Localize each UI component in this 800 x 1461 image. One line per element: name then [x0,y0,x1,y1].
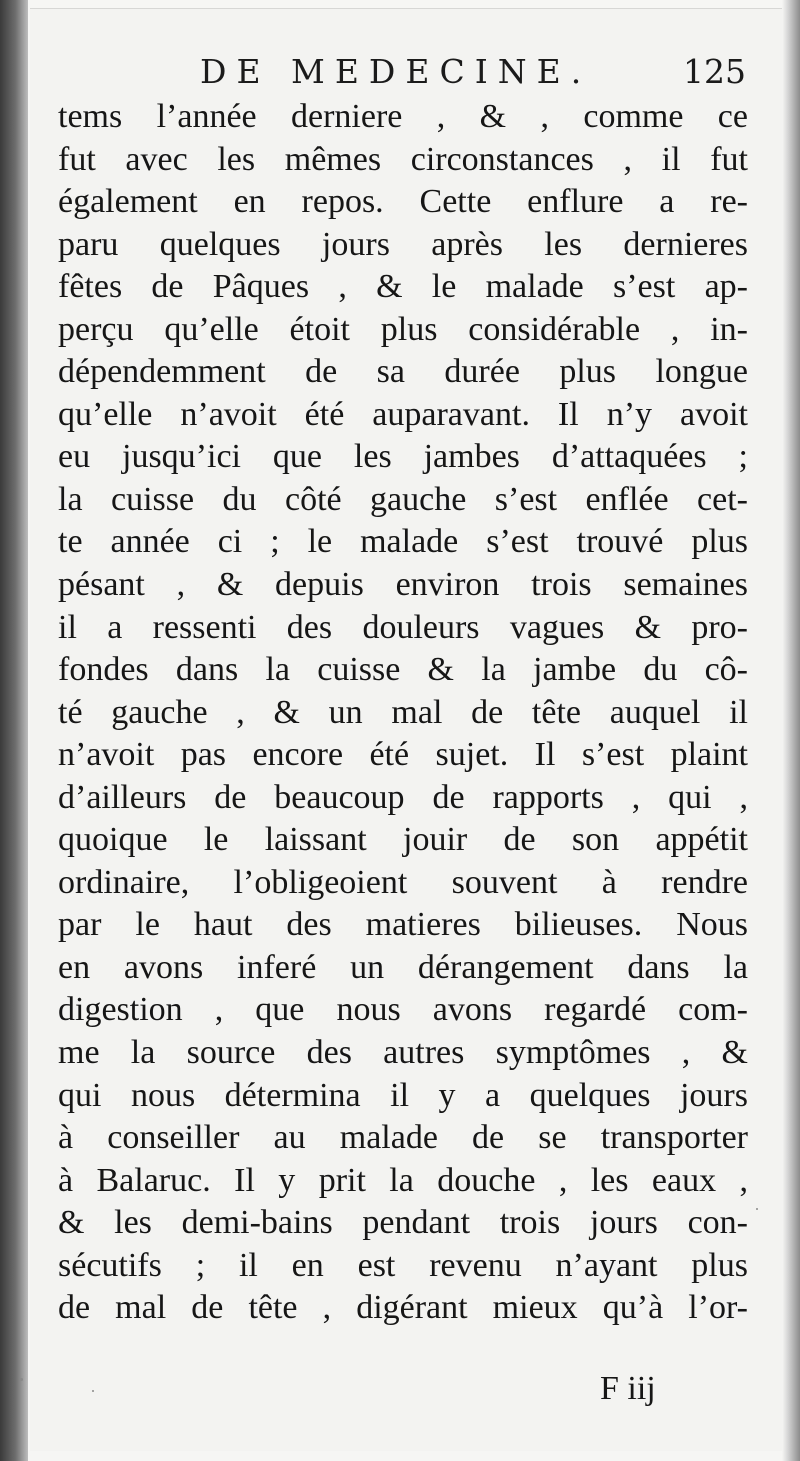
text-line: par le haut des matieres bilieuses. Nous [58,906,748,944]
book-gutter-shadow [0,0,28,1461]
text-line: fut avec les mêmes circonstances , il fut [58,140,748,178]
text-line: n’avoit pas encore été sujet. Il s’est plaint [58,736,748,774]
text-line: fêtes de Pâques , & le malade s’est ap- [58,268,748,306]
text-line: dépendemment de sa durée plus longue [58,353,748,391]
text-line: en avons inferé un dérangement dans la [58,948,748,986]
text-line: paru quelques jours après les dernieres [58,225,748,263]
text-line: me la source des autres symptômes , & [58,1034,748,1072]
text-line: à conseiller au malade de se transporter [58,1119,748,1157]
text-line: tems l’année derniere , & , comme ce [58,98,748,135]
ink-speck [92,1390,94,1392]
page-edge-shadow [782,0,800,1461]
text-line: qui nous détermina il y a quelques jours [58,1076,748,1114]
running-title: DE MEDECINE. [200,52,592,91]
text-line: pésant , & depuis environ trois semaines [58,566,748,604]
text-line: à Balaruc. Il y prit la douche , les eaux , [58,1161,748,1199]
text-line: & les demi-bains pendant trois jours con- [58,1204,748,1242]
ink-speck [756,1208,758,1210]
text-line: quoique le laissant jouir de son appétit [58,821,748,859]
text-line: eu jusqu’ici que les jambes d’attaquées ; [58,438,748,476]
page-number: 125 [683,52,746,91]
text-line: également en repos. Cette enflure a re- [58,183,748,221]
text-line: la cuisse du côté gauche s’est enflée cet- [58,480,748,518]
text-line: de mal de tête , digérant mieux qu’à l’or- [58,1289,748,1327]
text-line: té gauche , & un mal de tête auquel il [58,693,748,731]
text-line: il a ressenti des douleurs vagues & pro- [58,608,748,646]
text-line: te année ci ; le malade s’est trouvé plus [58,523,748,561]
signature-mark: F iij [600,1370,656,1407]
ink-speck [20,1378,23,1381]
text-line: sécutifs ; il en est revenu n’ayant plus [58,1246,748,1284]
body-text [58,96,748,1330]
text-line: fondes dans la cuisse & la jambe du cô- [58,651,748,689]
page-header [200,52,760,96]
text-line: digestion , que nous avons regardé com- [58,991,748,1029]
text-line: perçu qu’elle étoit plus considérable , in- [58,310,748,348]
text-line: ordinaire, l’obligeoient souvent à rendre [58,863,748,901]
text-line: qu’elle n’avoit été auparavant. Il n’y avoit [58,395,748,433]
text-line: d’ailleurs de beaucoup de rapports , qui , [58,778,748,816]
